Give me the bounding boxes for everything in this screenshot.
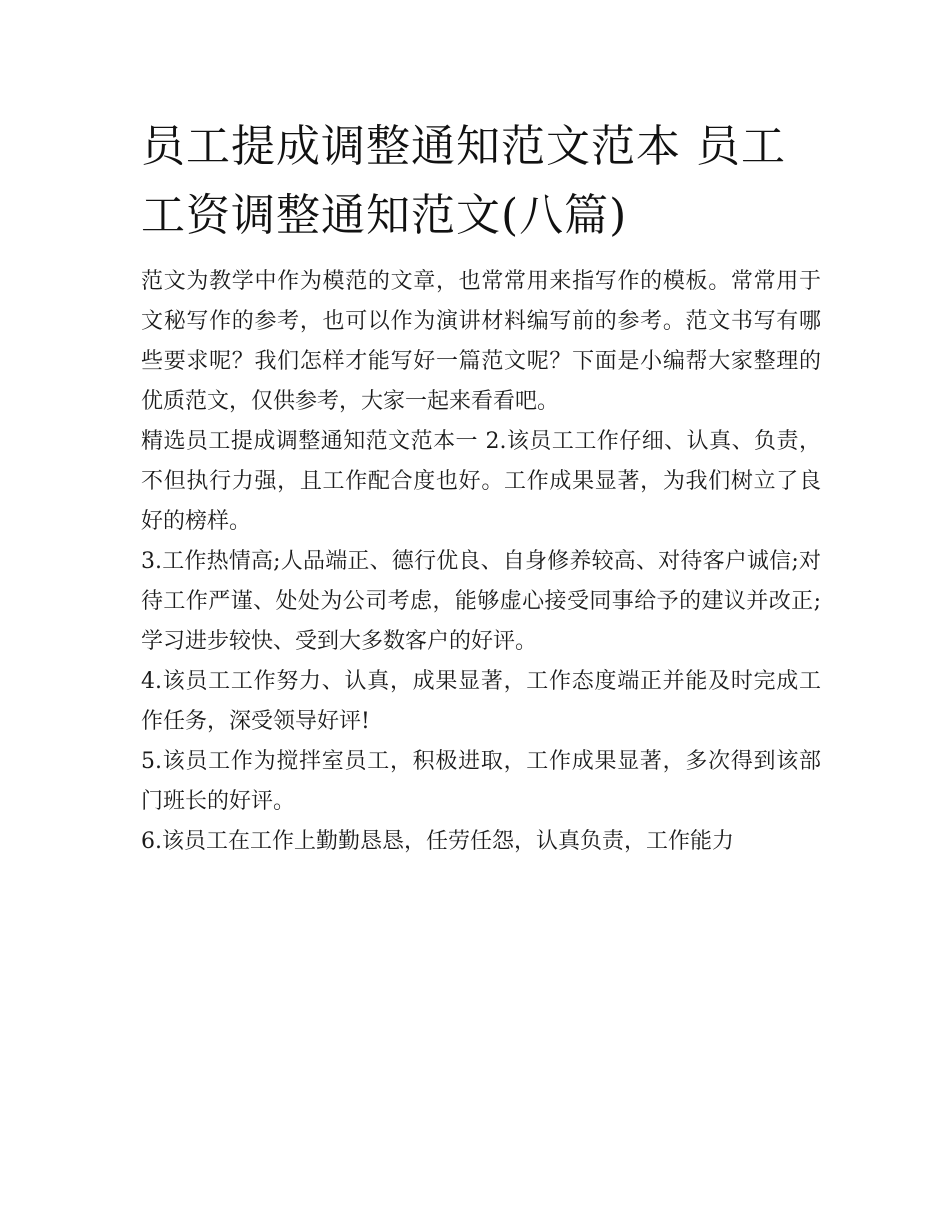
paragraph-intro: 范文为教学中作为模范的文章，也常常用来指写作的模板。常常用于文秘写作的参考，也可以作为演讲材料编写前的参考。范文书写有哪些要求呢？我们怎样才能写好一篇范文呢？下面是小编帮大家整理的优质范文，仅供参考，大家一起来看看吧。 — [141, 269, 821, 414]
paragraph-item-2: 精选员工提成调整通知范文范本一 2.该员工工作仔细、认真、负责，不但执行力强，且工作配合度也好。工作成果显著，为我们树立了良好的榜样。 — [141, 429, 821, 534]
paragraph-item-4: 4.该员工工作努力、认真，成果显著，工作态度端正并能及时完成工作任务，深受领导好评! — [141, 669, 821, 734]
paragraph-item-5: 5.该员工作为搅拌室员工，积极进取，工作成果显著，多次得到该部门班长的好评。 — [141, 749, 821, 814]
paragraph-item-3: 3.工作热情高;人品端正、德行优良、自身修养较高、对待客户诚信;对待工作严谨、处处为公司考虑，能够虚心接受同事给予的建议并改正;学习进步较快、受到大多数客户的好评。 — [141, 549, 821, 654]
paragraph-item-6: 6.该员工在工作上勤勤恳恳，任劳任怨，认真负责，工作能力 — [141, 829, 734, 854]
document-title: 员工提成调整通知范文范本 员工工资调整通知范文(八篇) — [141, 121, 786, 241]
document-body — [141, 112, 821, 862]
